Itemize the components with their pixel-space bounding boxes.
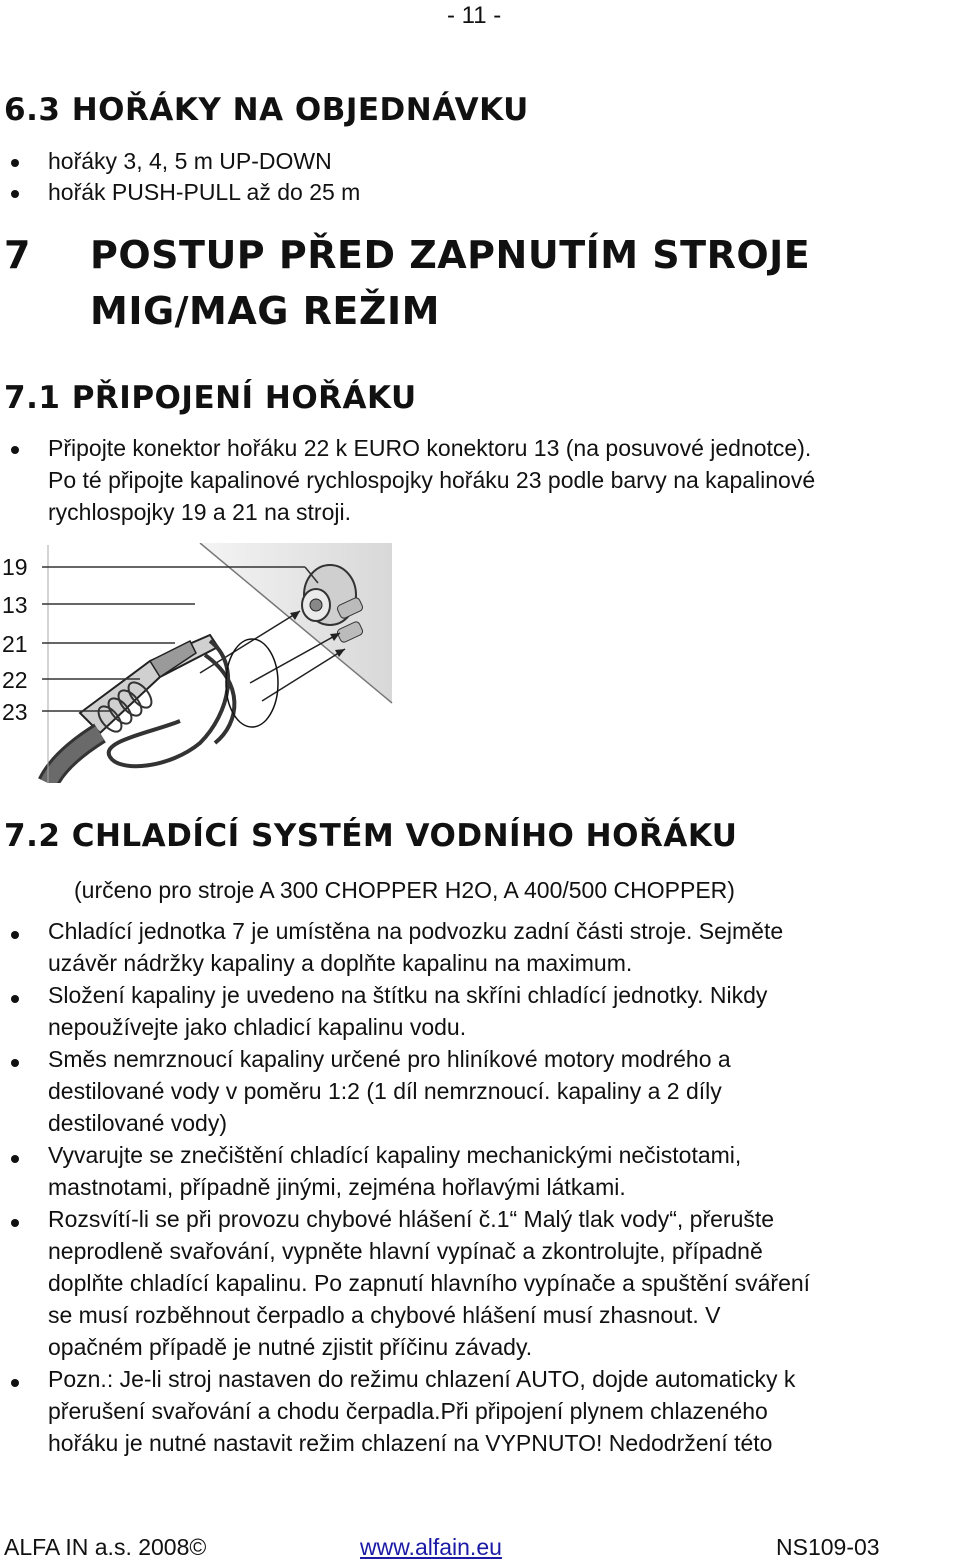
list-item: hořáky 3, 4, 5 m UP-DOWN: [48, 148, 332, 174]
bullet-icon: [11, 446, 19, 454]
page-number: - 11 -: [447, 2, 502, 29]
section-note: (určeno pro stroje A 300 CHOPPER H2O, A 400/500 CHOPPER): [74, 877, 735, 903]
list-item-continuation: mastnotami, případně jinými, zejména hořlavými látkami.: [48, 1174, 626, 1200]
list-item: Složení kapaliny je uvedeno na štítku na skříni chladící jednotky. Nikdy: [48, 982, 768, 1008]
bullet-icon: [11, 159, 19, 167]
torch-connection-illustration: [0, 543, 400, 783]
bullet-icon: [11, 1219, 19, 1227]
list-item: Rozsvítí-li se při provozu chybové hlášení č.1“ Malý tlak vody“, přerušte: [48, 1206, 775, 1232]
torch-connection-figure: [0, 543, 400, 783]
list-item-continuation: opačném případě je nutné zjistit příčinu závady.: [48, 1334, 533, 1360]
list-item-continuation: se musí rozběhnout čerpadlo a chybové hlášení musí zhasnout. V: [48, 1302, 721, 1328]
footer-document-code: NS109-03: [776, 1534, 880, 1560]
figure-label-21: 21: [2, 631, 28, 657]
list-item-continuation: doplňte chladící kapalinu. Po zapnutí hlavního vypínače a spuštění sváření: [48, 1270, 811, 1296]
heading-7-number: 7: [4, 233, 31, 277]
list-item: Připojte konektor hořáku 22 k EURO konektoru 13 (na posuvové jednotce).: [48, 435, 812, 461]
list-item: Chladící jednotka 7 je umístěna na podvozku zadní části stroje. Sejměte: [48, 918, 784, 944]
list-item-continuation: destilované vody): [48, 1110, 227, 1136]
bullet-icon: [11, 190, 19, 198]
heading-7-1: 7.1 PŘIPOJENÍ HOŘÁKU: [4, 380, 417, 416]
list-item: Pozn.: Je-li stroj nastaven do režimu chlazení AUTO, dojde automaticky k: [48, 1366, 796, 1392]
bullet-icon: [11, 1155, 19, 1163]
list-item: Směs nemrznoucí kapaliny určené pro hliníkové motory modrého a: [48, 1046, 731, 1072]
list-item: hořák PUSH-PULL až do 25 m: [48, 179, 361, 205]
figure-label-13: 13: [2, 592, 28, 618]
bullet-icon: [11, 1059, 19, 1067]
figure-label-19: 19: [2, 554, 28, 580]
figure-label-23: 23: [2, 699, 28, 725]
list-item-continuation: uzávěr nádržky kapaliny a doplňte kapalinu na maximum.: [48, 950, 633, 976]
list-item-continuation: rychlospojky 19 a 21 na stroji.: [48, 499, 351, 525]
list-item: Vyvarujte se znečištění chladící kapaliny mechanickými nečistotami,: [48, 1142, 742, 1168]
list-item-continuation: neprodleně svařování, vypněte hlavní vypínač a zkontrolujte, případně: [48, 1238, 763, 1264]
footer-company: ALFA IN a.s. 2008©: [4, 1534, 207, 1560]
bullet-icon: [11, 1379, 19, 1387]
bullet-icon: [11, 995, 19, 1003]
heading-7-title: POSTUP PŘED ZAPNUTÍM STROJE: [90, 233, 811, 277]
heading-7-subtitle: MIG/MAG REŽIM: [90, 289, 440, 333]
list-item-continuation: přerušení svařování a chodu čerpadla.Při připojení plynem chlazeného: [48, 1398, 768, 1424]
highlight-circle: [226, 639, 278, 727]
list-item-continuation: hořáku je nutné nastavit režim chlazení na VYPNUTO! Nedodržení této: [48, 1430, 773, 1456]
heading-7-2: 7.2 CHLADÍCÍ SYSTÉM VODNÍHO HOŘÁKU: [4, 818, 738, 854]
figure-label-22: 22: [2, 667, 28, 693]
list-item-continuation: nepoužívejte jako chladicí kapalinu vodu.: [48, 1014, 467, 1040]
footer-website-link[interactable]: www.alfain.eu: [360, 1534, 502, 1560]
bullet-icon: [11, 931, 19, 939]
heading-6-3: 6.3 HOŘÁKY NA OBJEDNÁVKU: [4, 92, 529, 128]
list-item-continuation: Po té připojte kapalinové rychlospojky hořáku 23 podle barvy na kapalinové: [48, 467, 816, 493]
list-item-continuation: destilované vody v poměru 1:2 (1 díl nemrznoucí. kapaliny a 2 díly: [48, 1078, 722, 1104]
